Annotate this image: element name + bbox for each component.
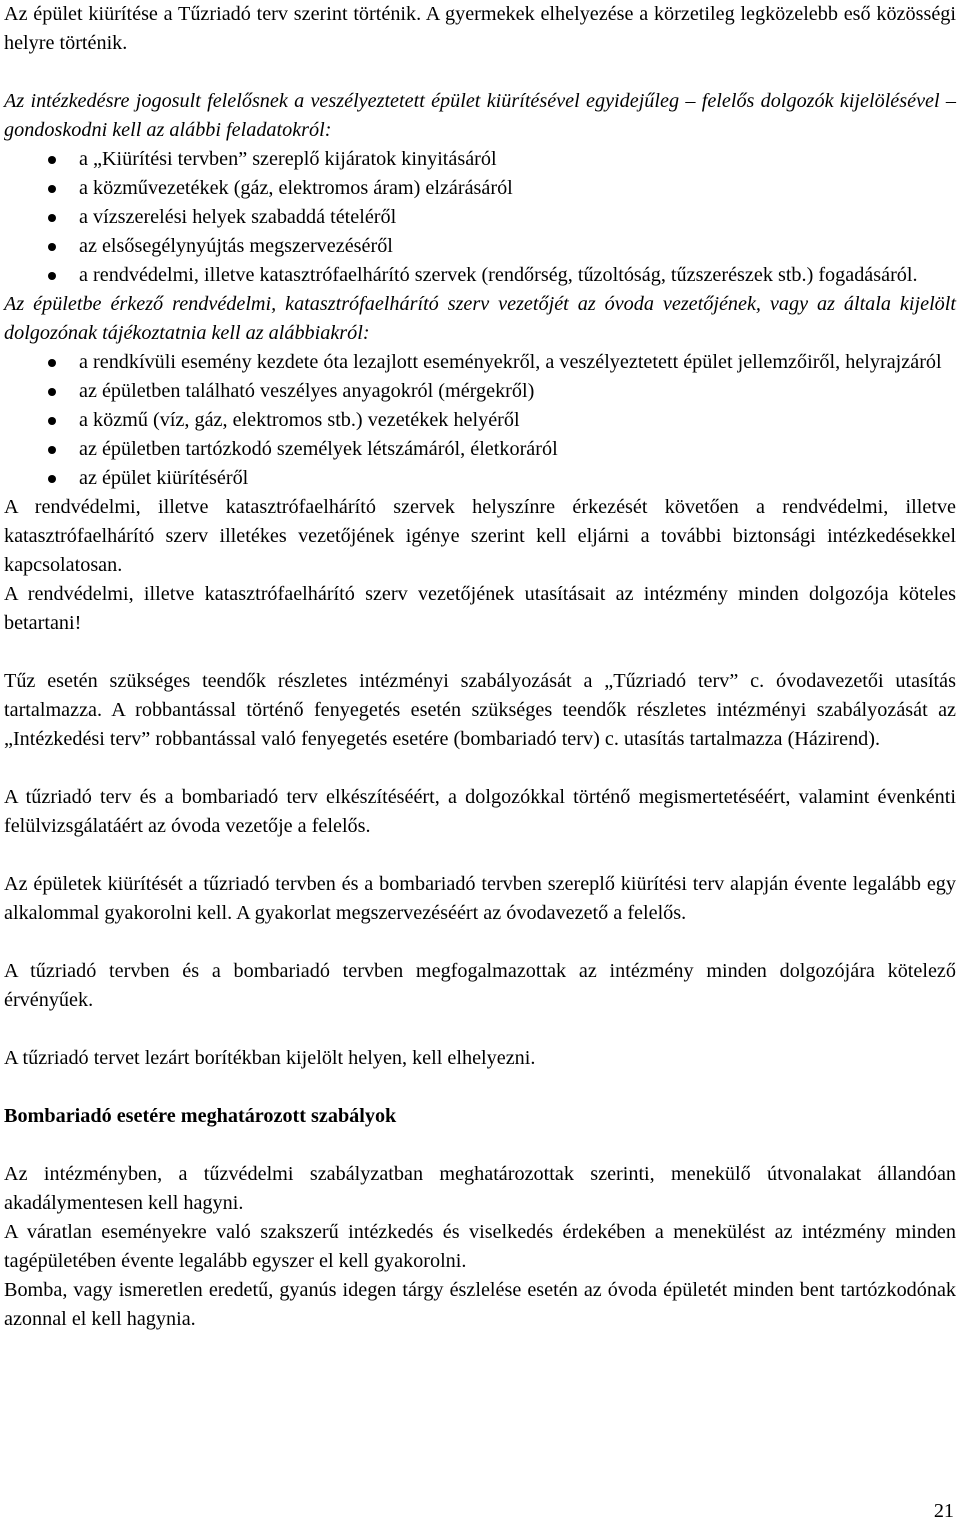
paragraph-responsible-intro: Az intézkedésre jogosult felelősnek a veszélyeztetett épület kiürítésével egyidejűleg – felelős dolgozók kijelölésével – gondoskodni kell az alábbi feladatokról: <box>4 90 956 141</box>
paragraph-procedure: A rendvédelmi, illetve katasztrófaelhárító szervek helyszínre érkezését követően a rendvédelmi, illetve katasztrófaelhárító szerv illetékes vezetőjének igénye szerint kell eljárni a további biztonsági intézkedésekkel kapcsolatosan. <box>4 496 956 576</box>
paragraph-envelope: A tűzriadó tervet lezárt borítékban kijelölt helyen, kell elhelyezni. <box>4 1047 536 1069</box>
paragraph-annual-practice: A váratlan eseményekre való szakszerű intézkedés és viselkedés érdekében a menekülést az intézmény minden tagépületében évente legalább egyszer el kell gyakorolni. <box>4 1221 956 1272</box>
list-item: a közmű (víz, gáz, elektromos stb.) vezetékek helyéről <box>4 406 956 435</box>
spacer <box>4 1131 956 1160</box>
document-page <box>4 0 956 1334</box>
briefing-list <box>4 348 956 493</box>
paragraph-briefing-intro: Az épületbe érkező rendvédelmi, katasztrófaelhárító szerv vezetőjét az óvoda vezetőjének, vagy az általa kijelölt dolgozónak tájékoztatnia kell az alábbiakról: <box>4 293 956 344</box>
spacer <box>4 638 956 667</box>
paragraph-suspicious-object: Bomba, vagy ismeretlen eredetű, gyanús idegen tárgy észlelése esetén az óvoda épületét minden bent tartózkodónak azonnal el kell hagynia. <box>4 1279 956 1330</box>
paragraph-evacuation: Az épület kiürítése a Tűzriadó terv szerint történik. A gyermekek elhelyezése a körzetileg legközelebb eső közösségi helyre történik. <box>4 3 956 54</box>
page-number: 21 <box>933 1500 954 1522</box>
task-list <box>4 145 956 290</box>
spacer <box>4 58 956 87</box>
paragraph-mandatory: A tűzriadó tervben és a bombariadó tervben megfogalmazottak az intézmény minden dolgozójára kötelező érvényűek. <box>4 960 956 1011</box>
list-item: a rendvédelmi, illetve katasztrófaelhárító szervek (rendőrség, tűzoltóság, tűzszerészek stb.) fogadásáról. <box>4 261 956 290</box>
spacer <box>4 928 956 957</box>
paragraph-instructions: A rendvédelmi, illetve katasztrófaelhárító szerv vezetőjének utasításait az intézmény minden dolgozója köteles betartani! <box>4 583 956 634</box>
list-item: az épületben tartózkodó személyek létszámáról, életkoráról <box>4 435 956 464</box>
spacer <box>4 841 956 870</box>
list-item: a „Kiürítési tervben” szereplő kijáratok kinyitásáról <box>4 145 956 174</box>
list-item: a vízszerelési helyek szabaddá tételéről <box>4 203 956 232</box>
paragraph-escape-routes: Az intézményben, a tűzvédelmi szabályzatban meghatározottak szerinti, menekülő útvonalakat állandóan akadálymentesen kell hagyni. <box>4 1163 956 1214</box>
list-item: az épületben található veszélyes anyagokról (mérgekről) <box>4 377 956 406</box>
list-item: a közművezetékek (gáz, elektromos áram) elzárásáról <box>4 174 956 203</box>
paragraph-fire-plan: Tűz esetén szükséges teendők részletes intézményi szabályozását a „Tűzriadó terv” c. óvodavezetői utasítás tartalmazza. A robbantással történő fenyegetés esetén szükséges teendők részletes intézményi szabályozását az „Intézkedési terv” robbantással való fenyegetés esetére (bombariadó terv) c. utasítás tartalmazza (Házirend). <box>4 670 956 750</box>
section-heading: Bombariadó esetére meghatározott szabályok <box>4 1105 397 1127</box>
list-item: az elsősegélynyújtás megszervezéséről <box>4 232 956 261</box>
paragraph-plan-responsibility: A tűzriadó terv és a bombariadó terv elkészítéséért, a dolgozókkal történő megismertetéséért, valamint évenkénti felülvizsgálatáért az óvoda vezetője a felelős. <box>4 786 956 837</box>
spacer <box>4 1015 956 1044</box>
list-item: az épület kiürítéséről <box>4 464 956 493</box>
paragraph-drill: Az épületek kiürítését a tűzriadó tervben és a bombariadó tervben szereplő kiürítési terv alapján évente legalább egy alkalommal gyakorolni kell. A gyakorlat megszervezéséért az óvodavezető a felelős. <box>4 873 956 924</box>
list-item: a rendkívüli esemény kezdete óta lezajlott eseményekről, a veszélyeztetett épület jellemzőiről, helyrajzáról <box>4 348 956 377</box>
spacer <box>4 754 956 783</box>
spacer <box>4 1073 956 1102</box>
